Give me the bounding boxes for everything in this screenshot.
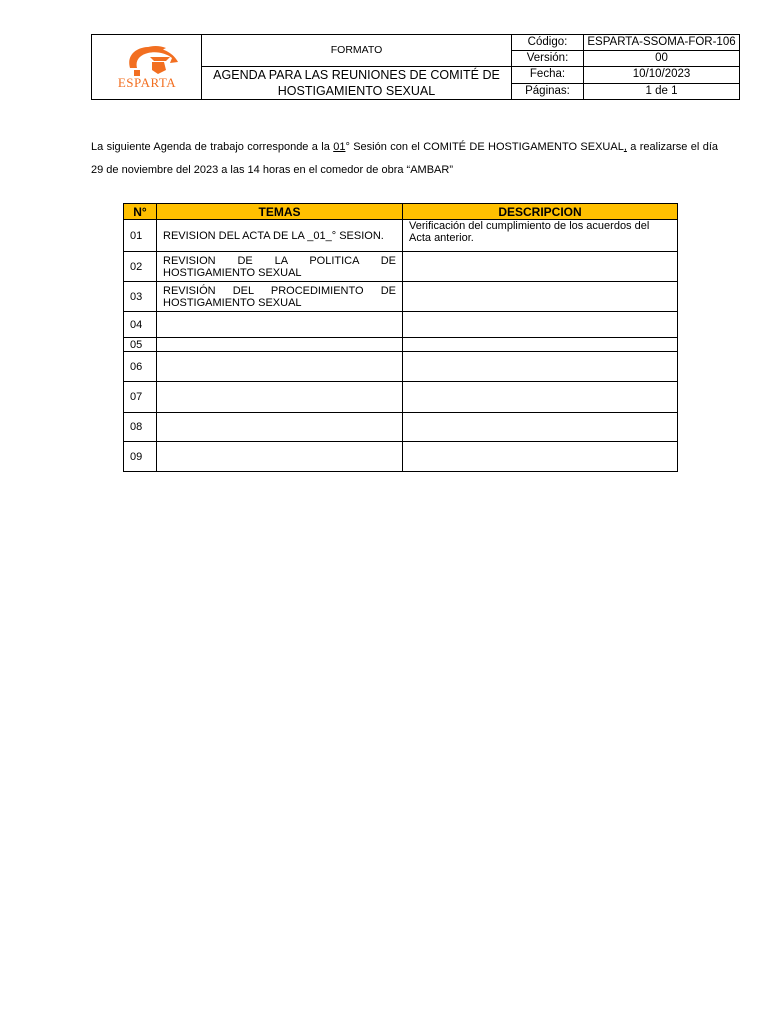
date-label: Fecha:: [512, 67, 584, 84]
row-tema: REVISIÓN DEL PROCEDIMIENTO DE HOSTIGAMIENTO SEXUAL: [157, 282, 403, 312]
row-descripcion: [403, 312, 678, 338]
row-number: 03: [124, 282, 157, 312]
pages-value: 1 de 1: [584, 83, 740, 100]
row-tema: REVISION DEL ACTA DE LA _01_° SESION.: [157, 220, 403, 252]
intro-text-3: a realizarse el día 29 de noviembre del 2023 a las 14 horas en el comedor de obra “AMBAR”: [91, 141, 719, 176]
table-row: [124, 312, 678, 338]
esparta-logo-icon: [108, 42, 186, 92]
logo-cell: [92, 35, 202, 100]
row-descripcion: [403, 413, 678, 442]
table-row: [124, 352, 678, 382]
column-header-descripcion: DESCRIPCION: [403, 204, 678, 220]
code-value: ESPARTA-SSOMA-FOR-106: [584, 35, 740, 51]
agenda-table: [123, 203, 678, 472]
pages-label: Páginas:: [512, 83, 584, 100]
intro-text-2: ° Sesión con el COMITÉ DE HOSTIGAMENTO SEXUAL: [345, 141, 624, 153]
row-tema: [157, 442, 403, 472]
document-header: [91, 34, 740, 100]
row-descripcion: [403, 282, 678, 312]
row-descripcion: [403, 252, 678, 282]
table-row: [124, 282, 678, 312]
table-row: [124, 252, 678, 282]
row-number: 02: [124, 252, 157, 282]
row-descripcion: [403, 338, 678, 352]
session-number: 01: [333, 141, 346, 153]
row-descripcion: Verificación del cumplimiento de los acuerdos del Acta anterior.: [403, 220, 678, 252]
row-descripcion: [403, 442, 678, 472]
table-row: [124, 382, 678, 413]
row-number: 08: [124, 413, 157, 442]
row-tema: REVISION DE LA POLITICA DE HOSTIGAMIENTO SEXUAL: [157, 252, 403, 282]
logo-text: ESPARTA: [117, 75, 176, 90]
row-descripcion: [403, 352, 678, 382]
agenda-header-row: [124, 204, 678, 220]
table-row: [124, 442, 678, 472]
row-number: 04: [124, 312, 157, 338]
date-value: 10/10/2023: [584, 67, 740, 84]
code-label: Código:: [512, 35, 584, 51]
table-row: [124, 220, 678, 252]
version-value: 00: [584, 51, 740, 67]
format-label: FORMATO: [202, 35, 512, 67]
row-descripcion: [403, 382, 678, 413]
row-tema: [157, 338, 403, 352]
intro-paragraph: [91, 136, 718, 182]
row-number: 05: [124, 338, 157, 352]
column-header-temas: TEMAS: [157, 204, 403, 220]
row-number: 06: [124, 352, 157, 382]
row-tema: [157, 312, 403, 338]
table-row: [124, 338, 678, 352]
row-number: 01: [124, 220, 157, 252]
table-row: [124, 413, 678, 442]
row-number: 07: [124, 382, 157, 413]
intro-text-1: La siguiente Agenda de trabajo corresponde a la: [91, 141, 334, 153]
intro-comma: ,: [623, 141, 627, 153]
column-header-number: N°: [124, 204, 157, 220]
row-number: 09: [124, 442, 157, 472]
row-tema: [157, 413, 403, 442]
version-label: Versión:: [512, 51, 584, 67]
row-tema: [157, 382, 403, 413]
row-tema: [157, 352, 403, 382]
document-title: AGENDA PARA LAS REUNIONES DE COMITÉ DE HOSTIGAMIENTO SEXUAL: [202, 67, 512, 100]
